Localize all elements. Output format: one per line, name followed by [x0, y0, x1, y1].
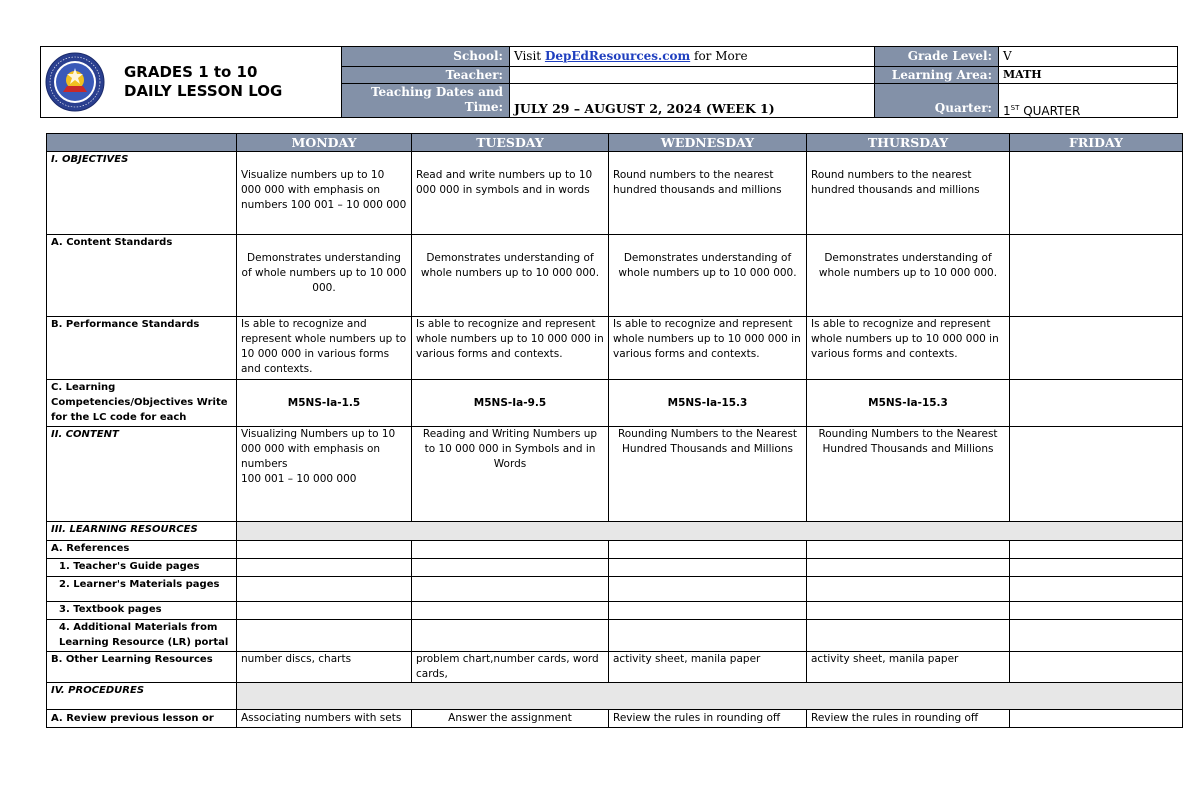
table-row-performance-standards	[47, 317, 1183, 380]
learning-area-value: MATH	[998, 67, 1177, 84]
day-header-monday: MONDAY	[237, 134, 412, 152]
row-label-review: A. Review previous lesson or	[47, 710, 237, 728]
cell-textbook-wednesday	[609, 602, 807, 620]
school-value	[509, 47, 874, 67]
row-label-objectives: I. OBJECTIVES	[47, 152, 237, 235]
cell-competencies-friday	[1010, 380, 1183, 427]
cell-content-standards-thursday: Demonstrates understanding of whole numbers up to 10 000 000.	[807, 235, 1010, 317]
header-title-block	[41, 47, 341, 117]
cell-textbook-friday	[1010, 602, 1183, 620]
day-header-wednesday: WEDNESDAY	[609, 134, 807, 152]
table-row-procedures	[47, 683, 1183, 710]
cell-review-wednesday: Review the rules in rounding off	[609, 710, 807, 728]
cell-review-tuesday: Answer the assignment	[412, 710, 609, 728]
row-label-teachers-guide: 1. Teacher's Guide pages	[47, 559, 237, 577]
cell-other-resources-monday: number discs, charts	[237, 652, 412, 683]
title-line-1: GRADES 1 to 10	[124, 63, 258, 81]
cell-content-standards-wednesday: Demonstrates understanding of whole numbers up to 10 000 000.	[609, 235, 807, 317]
cell-additional-monday	[237, 620, 412, 652]
cell-competencies-thursday: M5NS-Ia-15.3	[807, 380, 1010, 427]
grade-level-value: V	[998, 47, 1177, 67]
cell-content-monday	[237, 427, 412, 522]
cell-lm-wednesday	[609, 577, 807, 602]
corner-header-cell	[47, 134, 237, 152]
teaching-dates-label-line1: Teaching Dates and	[370, 85, 503, 99]
cell-references-monday	[237, 541, 412, 559]
cell-additional-friday	[1010, 620, 1183, 652]
cell-textbook-monday	[237, 602, 412, 620]
table-row-learning-resources	[47, 522, 1183, 541]
cell-review-monday: Associating numbers with sets	[237, 710, 412, 728]
day-header-thursday: THURSDAY	[807, 134, 1010, 152]
cell-content-friday	[1010, 427, 1183, 522]
row-label-content-standards: A. Content Standards	[47, 235, 237, 317]
teaching-dates-value: JULY 29 – AUGUST 2, 2024 (WEEK 1)	[509, 84, 874, 117]
cell-tg-tuesday	[412, 559, 609, 577]
cell-lm-friday	[1010, 577, 1183, 602]
school-value-suffix: for More	[690, 49, 748, 63]
table-row-teachers-guide	[47, 559, 1183, 577]
cell-content-thursday: Rounding Numbers to the Nearest Hundred Thousands and Millions	[807, 427, 1010, 522]
grade-level-label: Grade Level:	[874, 47, 998, 67]
cell-additional-thursday	[807, 620, 1010, 652]
deped-seal-icon	[45, 52, 105, 112]
table-row-content	[47, 427, 1183, 522]
cell-objectives-wednesday: Round numbers to the nearest hundred thousands and millions	[609, 152, 807, 235]
cell-lm-thursday	[807, 577, 1010, 602]
row-label-other-resources: B. Other Learning Resources	[47, 652, 237, 683]
quarter-ordinal: ST	[1010, 104, 1020, 112]
quarter-number: 1	[1003, 104, 1011, 118]
cell-references-friday	[1010, 541, 1183, 559]
row-label-performance-standards: B. Performance Standards	[47, 317, 237, 380]
row-label-learning-resources: III. LEARNING RESOURCES	[47, 522, 237, 541]
cell-references-tuesday	[412, 541, 609, 559]
cell-performance-standards-monday: Is able to recognize and represent whole numbers up to 10 000 000 in various forms and contexts.	[237, 317, 412, 380]
row-label-references: A. References	[47, 541, 237, 559]
quarter-value	[998, 84, 1177, 117]
cell-tg-thursday	[807, 559, 1010, 577]
cell-objectives-monday: Visualize numbers up to 10 000 000 with emphasis on numbers 100 001 – 10 000 000	[237, 152, 412, 235]
cell-review-thursday: Review the rules in rounding off	[807, 710, 1010, 728]
row-label-competencies: C. Learning Competencies/Objectives Write for the LC code for each	[47, 380, 237, 427]
row-label-content: II. CONTENT	[47, 427, 237, 522]
header-info-grid	[341, 47, 1177, 117]
lesson-log-table	[46, 133, 1183, 728]
row-label-learners-materials: 2. Learner's Materials pages	[47, 577, 237, 602]
school-value-prefix: Visit	[514, 49, 545, 63]
cell-content-standards-monday: Demonstrates understanding of whole numbers up to 10 000 000.	[237, 235, 412, 317]
cell-competencies-wednesday: M5NS-Ia-15.3	[609, 380, 807, 427]
teaching-dates-label-line2: Time:	[464, 100, 503, 114]
cell-references-wednesday	[609, 541, 807, 559]
cell-textbook-tuesday	[412, 602, 609, 620]
cell-review-friday	[1010, 710, 1183, 728]
row-label-additional-materials: 4. Additional Materials from Learning Resource (LR) portal	[47, 620, 237, 652]
cell-lm-monday	[237, 577, 412, 602]
table-row-other-resources	[47, 652, 1183, 683]
cell-references-thursday	[807, 541, 1010, 559]
cell-tg-monday	[237, 559, 412, 577]
cell-performance-standards-friday	[1010, 317, 1183, 380]
cell-other-resources-thursday: activity sheet, manila paper	[807, 652, 1010, 683]
title-line-2: DAILY LESSON LOG	[124, 82, 283, 100]
cell-content-standards-tuesday: Demonstrates understanding of whole numbers up to 10 000 000.	[412, 235, 609, 317]
table-row-references	[47, 541, 1183, 559]
teacher-value	[509, 67, 874, 84]
cell-content-standards-friday	[1010, 235, 1183, 317]
teaching-dates-label	[341, 84, 509, 117]
cell-content-monday-line2: 100 001 – 10 000 000	[241, 473, 357, 485]
row-label-procedures: IV. PROCEDURES	[47, 683, 237, 710]
section-band-learning-resources	[237, 522, 1183, 541]
day-header-row	[47, 134, 1183, 152]
deped-resources-link[interactable]: DepEdResources.com	[544, 49, 691, 63]
teacher-label: Teacher:	[341, 67, 509, 84]
cell-tg-friday	[1010, 559, 1183, 577]
day-header-tuesday: TUESDAY	[412, 134, 609, 152]
cell-content-monday-line1: Visualizing Numbers up to 10 000 000 with emphasis on numbers	[241, 428, 396, 470]
table-row-additional-materials	[47, 620, 1183, 652]
cell-other-resources-friday	[1010, 652, 1183, 683]
table-row-content-standards	[47, 235, 1183, 317]
row-label-textbook: 3. Textbook pages	[47, 602, 237, 620]
cell-additional-tuesday	[412, 620, 609, 652]
table-row-review	[47, 710, 1183, 728]
table-row-learners-materials	[47, 577, 1183, 602]
cell-textbook-thursday	[807, 602, 1010, 620]
cell-performance-standards-tuesday: Is able to recognize and represent whole numbers up to 10 000 000 in various forms and contexts.	[412, 317, 609, 380]
table-row-objectives	[47, 152, 1183, 235]
header-title	[124, 63, 282, 101]
cell-objectives-tuesday: Read and write numbers up to 10 000 000 in symbols and in words	[412, 152, 609, 235]
cell-tg-wednesday	[609, 559, 807, 577]
table-row-textbook	[47, 602, 1183, 620]
cell-competencies-monday: M5NS-Ia-1.5	[237, 380, 412, 427]
cell-other-resources-wednesday: activity sheet, manila paper	[609, 652, 807, 683]
quarter-text: QUARTER	[1019, 104, 1081, 118]
cell-other-resources-tuesday: problem chart,number cards, word cards,	[412, 652, 609, 683]
cell-performance-standards-thursday: Is able to recognize and represent whole numbers up to 10 000 000 in various forms and contexts.	[807, 317, 1010, 380]
dll-header	[40, 46, 1178, 118]
cell-competencies-tuesday: M5NS-Ia-9.5	[412, 380, 609, 427]
day-header-friday: FRIDAY	[1010, 134, 1183, 152]
cell-content-wednesday: Rounding Numbers to the Nearest Hundred Thousands and Millions	[609, 427, 807, 522]
cell-content-tuesday: Reading and Writing Numbers up to 10 000 000 in Symbols and in Words	[412, 427, 609, 522]
school-label: School:	[341, 47, 509, 67]
cell-performance-standards-wednesday: Is able to recognize and represent whole numbers up to 10 000 000 in various forms and contexts.	[609, 317, 807, 380]
table-row-competencies	[47, 380, 1183, 427]
cell-objectives-friday	[1010, 152, 1183, 235]
cell-lm-tuesday	[412, 577, 609, 602]
cell-objectives-thursday: Round numbers to the nearest hundred thousands and millions	[807, 152, 1010, 235]
section-band-procedures	[237, 683, 1183, 710]
quarter-label: Quarter:	[874, 84, 998, 117]
learning-area-label: Learning Area:	[874, 67, 998, 84]
cell-additional-wednesday	[609, 620, 807, 652]
